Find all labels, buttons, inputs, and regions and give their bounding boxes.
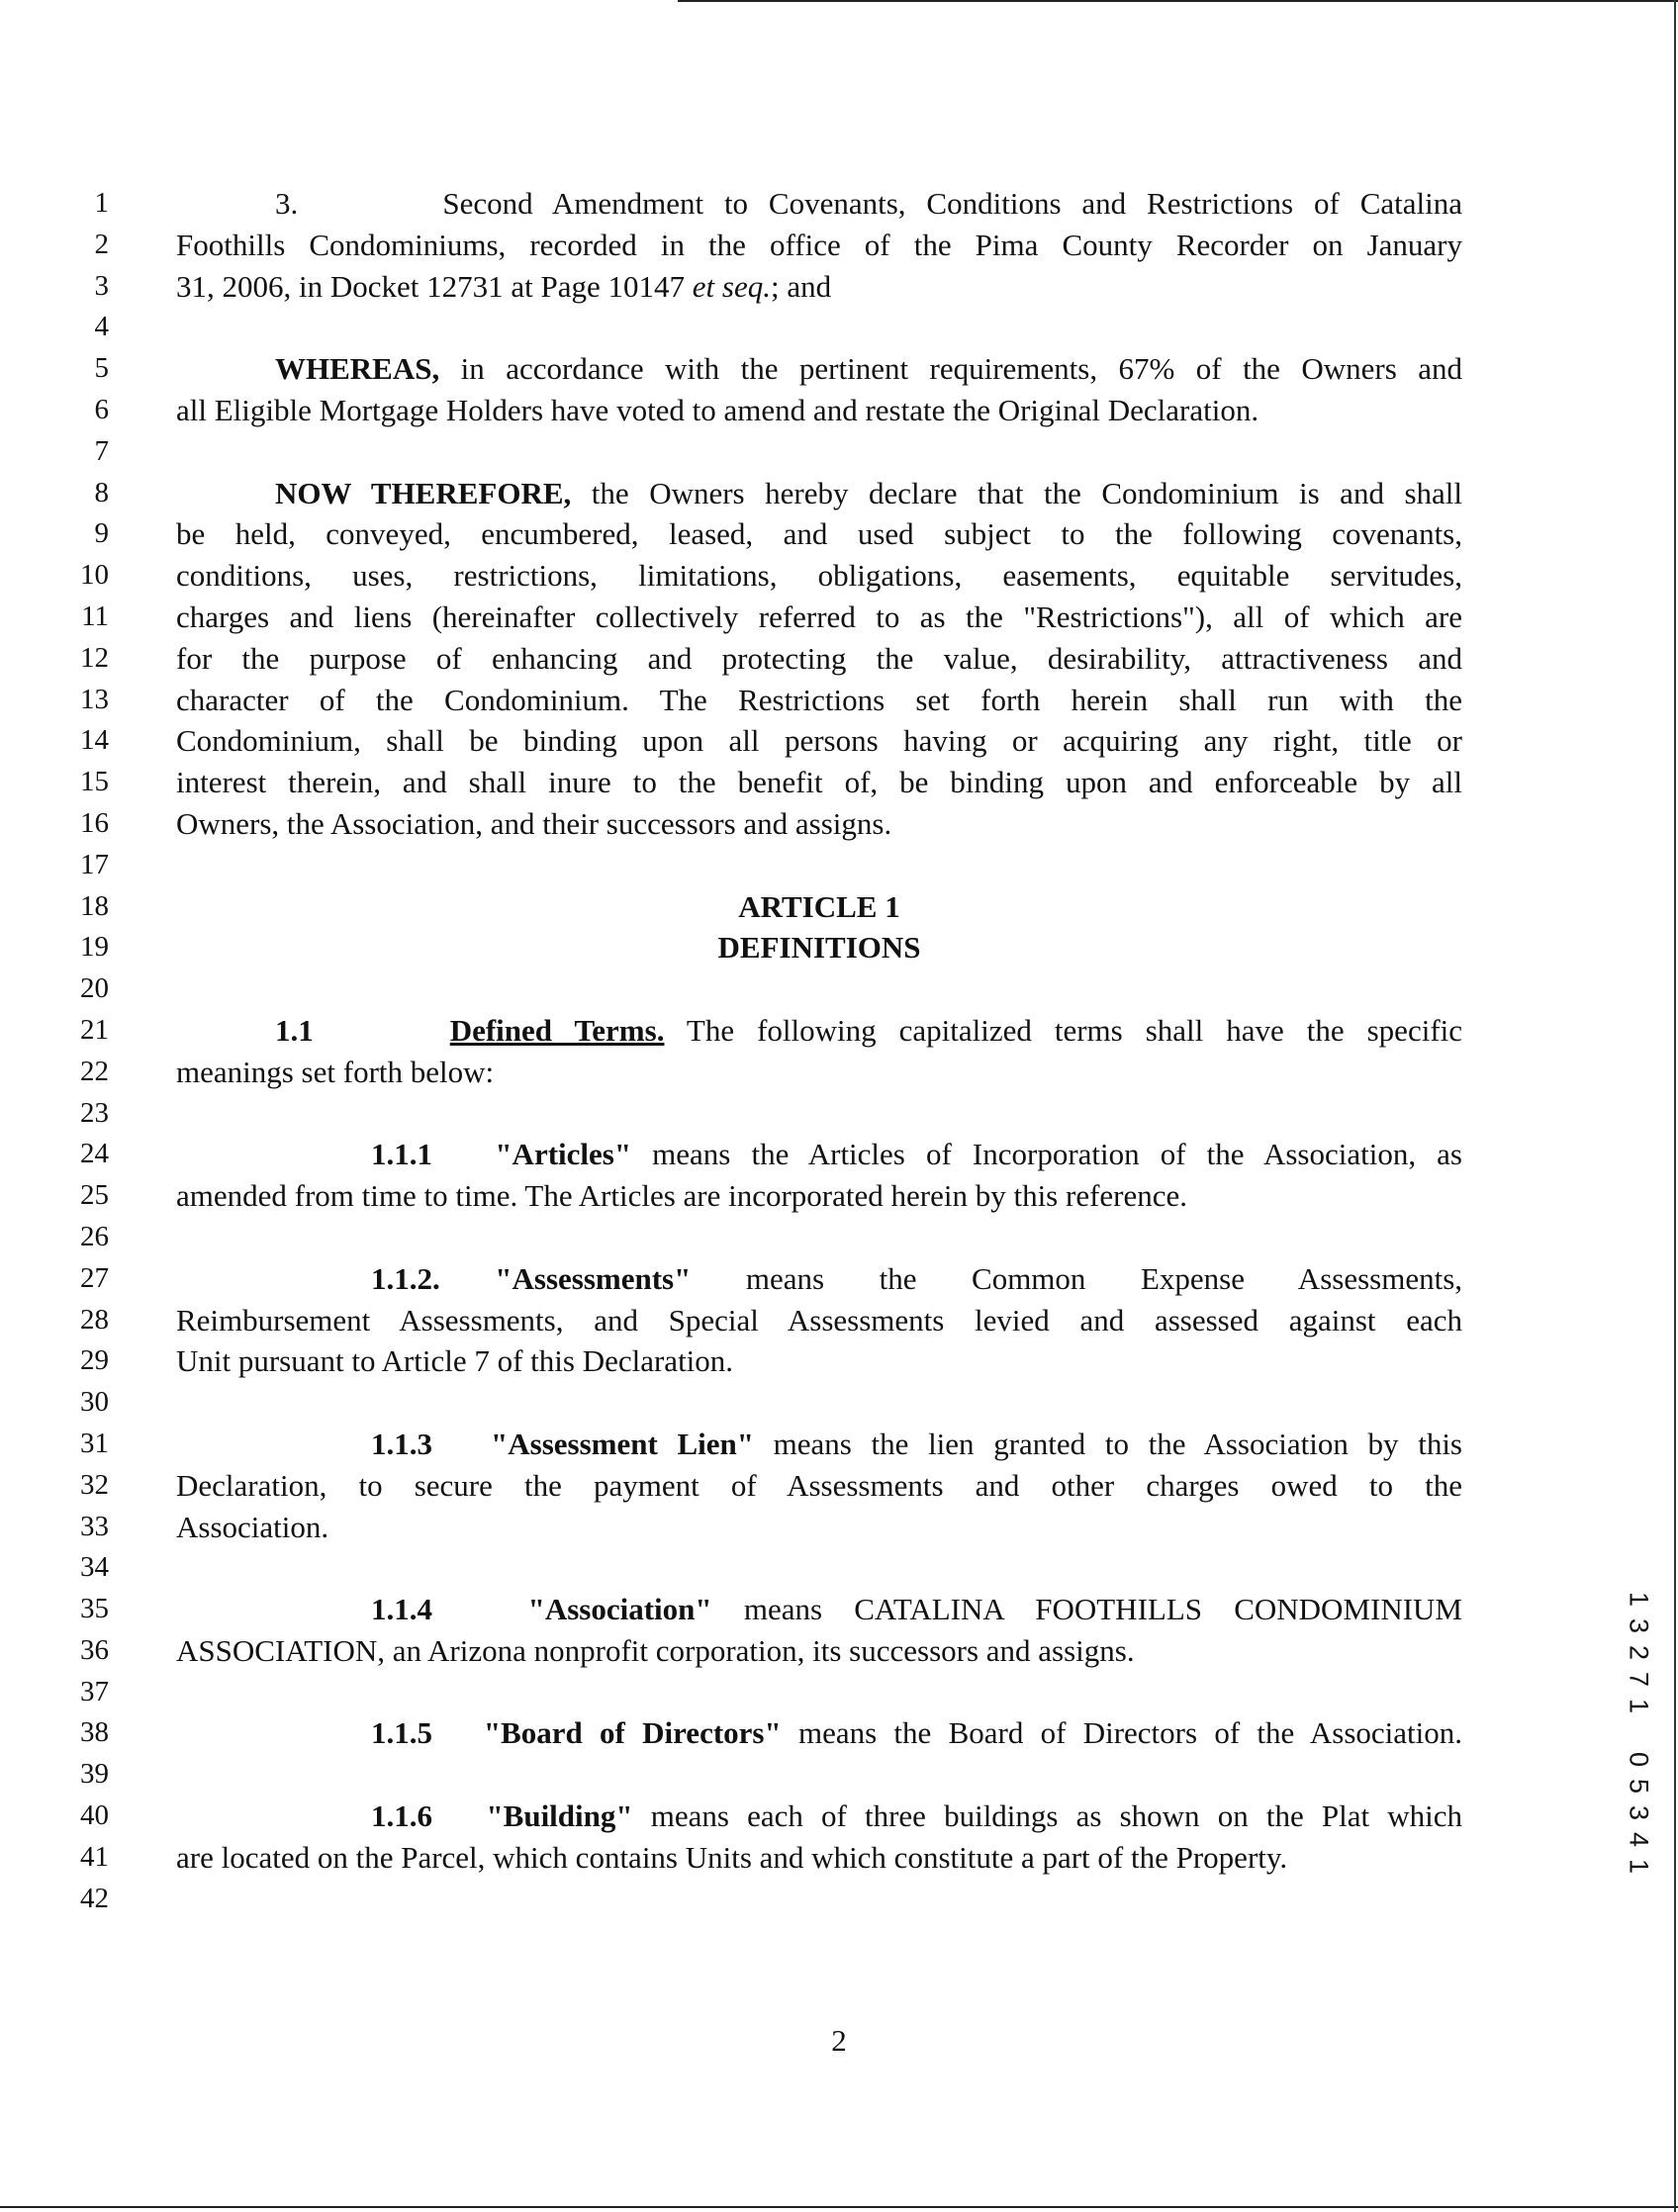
line-14 <box>176 720 1462 762</box>
line-number: 17 <box>80 848 109 880</box>
line-number: 19 <box>80 931 109 964</box>
line-number: 12 <box>80 641 109 674</box>
section-number: 1.1.3 <box>371 1426 432 1461</box>
line-2 <box>176 225 1462 266</box>
line-number: 4 <box>94 311 109 343</box>
blank-line <box>176 1672 1462 1713</box>
line-number: 9 <box>94 517 109 550</box>
text: means the Articles of Incorporation of the Association, as <box>631 1137 1462 1172</box>
blank-line <box>176 1382 1462 1424</box>
line-number: 34 <box>80 1551 109 1584</box>
section-number: 1.1.4 <box>371 1592 432 1627</box>
recording-digit: 3 <box>1624 1804 1654 1821</box>
article-subtitle: DEFINITIONS <box>717 930 921 966</box>
line-32 <box>176 1465 1462 1507</box>
section-number: 1.1.5 <box>371 1715 432 1751</box>
text: meanings set forth below: <box>176 1054 495 1089</box>
line-number: 36 <box>80 1633 109 1666</box>
text: Association. <box>176 1509 329 1544</box>
recording-digit: 1 <box>1624 1858 1654 1875</box>
text: Owners, the Association, and their successors and assigns. <box>176 805 892 841</box>
bold-lead: WHEREAS, <box>275 351 440 387</box>
text: charges and liens (hereinafter collectively referred to as the "Restrictions"), all of which are <box>176 599 1462 634</box>
line-11 <box>176 597 1462 638</box>
line-number: 41 <box>80 1840 109 1873</box>
line-number: 18 <box>80 889 109 922</box>
recording-stamp <box>1619 1586 1658 1880</box>
recording-digit: 1 <box>1624 1591 1654 1608</box>
blank-line <box>176 1547 1462 1589</box>
line-number: 32 <box>80 1468 109 1501</box>
line-6 <box>176 390 1462 431</box>
line-13 <box>176 680 1462 721</box>
line-25 <box>176 1175 1462 1217</box>
line-1 <box>176 183 1462 225</box>
line-24 <box>176 1134 1462 1175</box>
line-number: 8 <box>94 476 109 508</box>
line-number: 31 <box>80 1427 109 1459</box>
text: Condominium, shall be binding upon all persons having or acquiring any right, title or <box>176 723 1462 759</box>
text: ; and <box>770 268 832 304</box>
line-number-column <box>59 183 109 1919</box>
defined-term: "Assessments" <box>495 1260 692 1296</box>
blank-line <box>176 845 1462 886</box>
line-number: 21 <box>80 1013 109 1046</box>
text: means CATALINA FOOTHILLS CONDOMINIUM <box>711 1592 1462 1627</box>
text: Declaration, to secure the payment of Assessments and other charges owed to the <box>176 1467 1462 1503</box>
text: for the purpose of enhancing and protecting the value, desirability, attractiveness and <box>176 640 1462 676</box>
text: Unit pursuant to Article 7 of this Declaration. <box>176 1343 734 1379</box>
line-number: 5 <box>94 352 109 385</box>
line-number: 22 <box>80 1055 109 1087</box>
document-body <box>176 183 1462 1879</box>
text: means the lien granted to the Association by this <box>753 1426 1462 1461</box>
text: be held, conveyed, encumbered, leased, and used subject to the following covenants, <box>176 516 1462 552</box>
line-33 <box>176 1507 1462 1548</box>
defined-term: "Articles" <box>495 1137 632 1172</box>
line-40 <box>176 1796 1462 1837</box>
item-number: 3. <box>275 186 299 221</box>
line-number: 23 <box>80 1096 109 1129</box>
blank-line <box>176 431 1462 473</box>
blank-line <box>176 1217 1462 1258</box>
line-number: 27 <box>80 1261 109 1294</box>
defined-term: "Building" <box>486 1798 633 1834</box>
italic-text: et seq. <box>692 268 771 304</box>
line-36 <box>176 1630 1462 1672</box>
line-16 <box>176 803 1462 845</box>
line-number: 37 <box>80 1675 109 1707</box>
line-number: 42 <box>80 1882 109 1914</box>
defined-term: "Board of Directors" <box>483 1715 782 1751</box>
recording-digit: 1 <box>1624 1698 1654 1714</box>
section-number: 1.1.1 <box>371 1137 432 1172</box>
recording-digit: 2 <box>1624 1644 1654 1661</box>
line-38 <box>176 1712 1462 1754</box>
line-number: 10 <box>80 559 109 592</box>
line-number: 33 <box>80 1510 109 1542</box>
top-border <box>678 0 1678 2</box>
line-number: 26 <box>80 1220 109 1252</box>
line-12 <box>176 638 1462 680</box>
text: means the Common Expense Assessments, <box>691 1260 1463 1296</box>
line-number: 35 <box>80 1593 109 1625</box>
line-number: 16 <box>80 806 109 839</box>
recording-digit: 0 <box>1624 1751 1654 1768</box>
text: interest therein, and shall inure to the benefit of, be binding upon and enforceable by all <box>176 765 1462 800</box>
line-number: 28 <box>80 1303 109 1336</box>
line-number: 3 <box>94 269 109 302</box>
text: means the Board of Directors of the Association. <box>781 1715 1462 1751</box>
line-number: 2 <box>94 228 109 260</box>
text: The following capitalized terms shall have the specific <box>664 1012 1463 1048</box>
text: 31, 2006, in Docket 12731 at Page 10147 <box>176 268 693 304</box>
line-number: 38 <box>80 1716 109 1749</box>
text: conditions, uses, restrictions, limitations, obligations, easements, equitable servitudes, <box>176 558 1462 594</box>
line-21 <box>176 1010 1462 1052</box>
line-number: 14 <box>80 724 109 757</box>
text: means each of three buildings as shown on the Plat which <box>632 1798 1462 1834</box>
line-31 <box>176 1424 1462 1465</box>
text: Reimbursement Assessments, and Special Assessments levied and assessed against each <box>176 1302 1462 1337</box>
page-number: 2 <box>831 2023 847 2058</box>
text: all Eligible Mortgage Holders have voted to amend and restate the Original Declaration. <box>176 392 1259 427</box>
defined-term: "Association" <box>527 1592 712 1627</box>
line-9 <box>176 513 1462 555</box>
article-title: ARTICLE 1 <box>738 888 900 924</box>
line-10 <box>176 555 1462 597</box>
line-number: 30 <box>80 1386 109 1419</box>
section-number: 1.1.6 <box>371 1798 432 1834</box>
recording-digit: 7 <box>1624 1671 1654 1688</box>
line-8 <box>176 473 1462 514</box>
blank-line <box>176 307 1462 348</box>
line-29 <box>176 1340 1462 1382</box>
bold-lead: NOW THEREFORE, <box>275 475 572 510</box>
defined-term: "Assessment Lien" <box>491 1426 754 1461</box>
line-number: 1 <box>94 187 109 219</box>
bottom-border <box>0 2206 1678 2208</box>
line-15 <box>176 762 1462 803</box>
line-3 <box>176 266 1462 308</box>
line-number: 25 <box>80 1179 109 1212</box>
blank-line <box>176 1754 1462 1796</box>
line-27 <box>176 1258 1462 1300</box>
section-title: Defined Terms. <box>449 1012 665 1048</box>
line-22 <box>176 1052 1462 1093</box>
text: in accordance with the pertinent requirements, 67% of the Owners and <box>439 351 1462 387</box>
section-number: 1.1 <box>275 1012 314 1048</box>
blank-line <box>176 968 1462 1010</box>
line-35 <box>176 1589 1462 1630</box>
text: Foothills Condominiums, recorded in the office of the Pima County Recorder on January <box>176 227 1462 262</box>
line-number: 15 <box>80 766 109 798</box>
text: ASSOCIATION, an Arizona nonprofit corporation, its successors and assigns. <box>176 1632 1135 1668</box>
text: amended from time to time. The Articles are incorporated herein by this reference. <box>176 1178 1188 1214</box>
line-number: 40 <box>80 1799 109 1832</box>
text: character of the Condominium. The Restrictions set forth herein shall run with the <box>176 682 1462 717</box>
text: are located on the Parcel, which contains Units and which constitute a part of the Property. <box>176 1839 1288 1875</box>
blank-line <box>176 1093 1462 1135</box>
section-number: 1.1.2. <box>371 1260 440 1296</box>
recording-digit: 3 <box>1624 1617 1654 1634</box>
line-number: 6 <box>94 393 109 425</box>
text: the Owners hereby declare that the Condominium is and shall <box>571 475 1463 510</box>
line-28 <box>176 1300 1462 1341</box>
line-number: 13 <box>80 683 109 715</box>
line-number: 29 <box>80 1344 109 1377</box>
line-number: 20 <box>80 972 109 1005</box>
recording-digit: 5 <box>1624 1778 1654 1795</box>
line-number: 24 <box>80 1138 109 1170</box>
line-number: 39 <box>80 1758 109 1791</box>
text: Second Amendment to Covenants, Conditions and Restrictions of Catalina <box>442 186 1462 221</box>
recording-digit: 4 <box>1624 1831 1654 1848</box>
line-number: 11 <box>81 599 109 632</box>
right-border <box>1674 0 1676 2212</box>
line-5 <box>176 348 1462 390</box>
line-41 <box>176 1837 1462 1879</box>
line-number: 7 <box>94 434 109 467</box>
